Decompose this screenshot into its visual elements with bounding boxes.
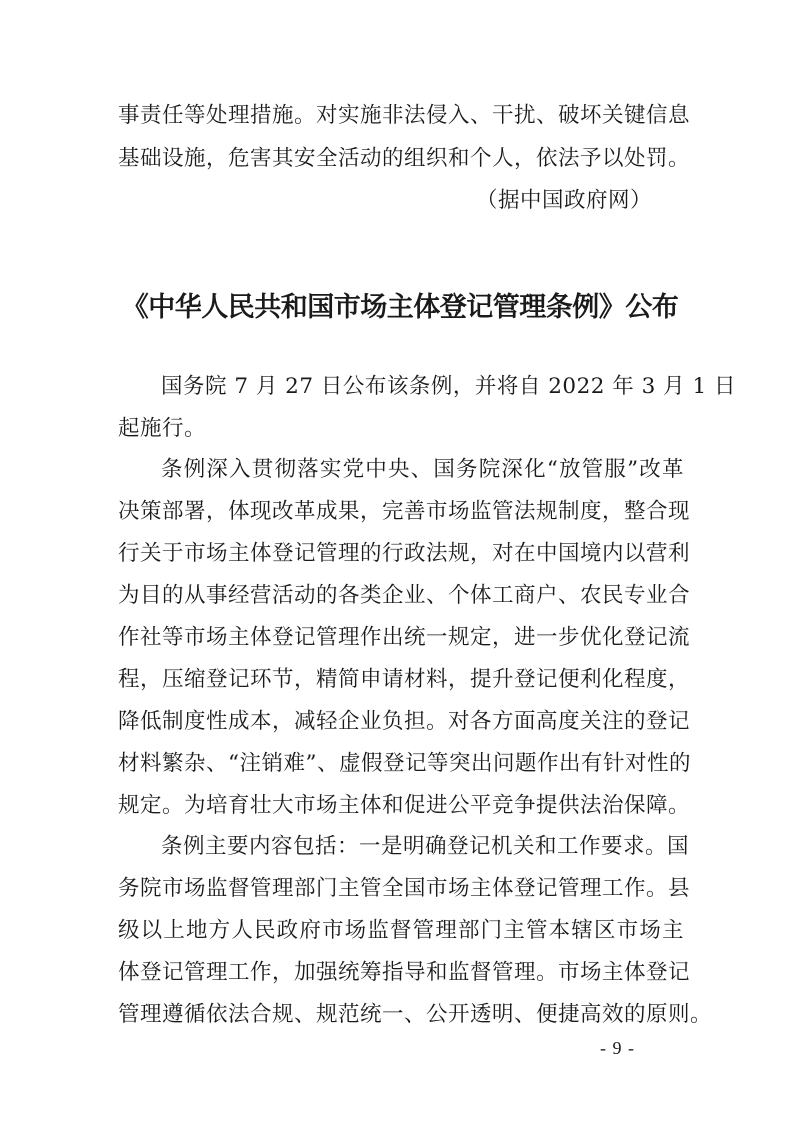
paragraph-3-line-1: 条例主要内容包括：一是明确登记机关和工作要求。国 — [161, 834, 690, 859]
paragraph-3-line-5: 管理遵循依法合规、规范统一、公开透明、便捷高效的原则。 — [118, 1002, 713, 1027]
prev-article-line-1: 事责任等处理措施。对实施非法侵入、干扰、破坏关键信息 — [118, 103, 691, 128]
paragraph-2-line-7: 降低制度性成本，减轻企业负担。对各方面高度关注的登记 — [118, 709, 691, 734]
paragraph-2-line-9: 规定。为培育壮大市场主体和促进公平竞争提供法治保障。 — [118, 793, 691, 818]
paragraph-2-line-8: 材料繁杂、“注销难”、虚假登记等突出问题作出有针对性的 — [118, 751, 691, 776]
paragraph-3-line-2: 务院市场监督管理部门主管全国市场主体登记管理工作。县 — [118, 876, 691, 901]
paragraph-2-line-1: 条例深入贯彻落实党中央、国务院深化“放管服”改革 — [161, 457, 684, 482]
paragraph-2-line-3: 行关于市场主体登记管理的行政法规，对在中国境内以营利 — [118, 541, 691, 566]
paragraph-3-line-4: 体登记管理工作，加强统筹指导和监督管理。市场主体登记 — [118, 960, 691, 985]
prev-article-source: （据中国政府网） — [476, 188, 653, 213]
paragraph-2-line-5: 作社等市场主体登记管理作出统一规定，进一步优化登记流 — [118, 625, 691, 650]
paragraph-2-line-4: 为目的从事经营活动的各类企业、个体工商户、农民专业合 — [118, 583, 691, 608]
page-number: - 9 - — [600, 1038, 635, 1058]
paragraph-1-line-1: 国务院 7 月 27 日公布该条例，并将自 2022 年 3 月 1 日 — [161, 374, 736, 399]
prev-article-line-2: 基础设施，危害其安全活动的组织和个人，依法予以处罚。 — [118, 146, 691, 171]
paragraph-2-line-6: 程，压缩登记环节，精简申请材料，提升登记便利化程度， — [118, 667, 691, 692]
article-title: 《中华人民共和国市场主体登记管理条例》公布 — [121, 292, 679, 323]
paragraph-2-line-2: 决策部署，体现改革成果，完善市场监管法规制度，整合现 — [118, 499, 691, 524]
paragraph-3-line-3: 级以上地方人民政府市场监督管理部门主管本辖区市场主 — [118, 918, 684, 943]
paragraph-1-line-2: 起施行。 — [118, 416, 207, 441]
